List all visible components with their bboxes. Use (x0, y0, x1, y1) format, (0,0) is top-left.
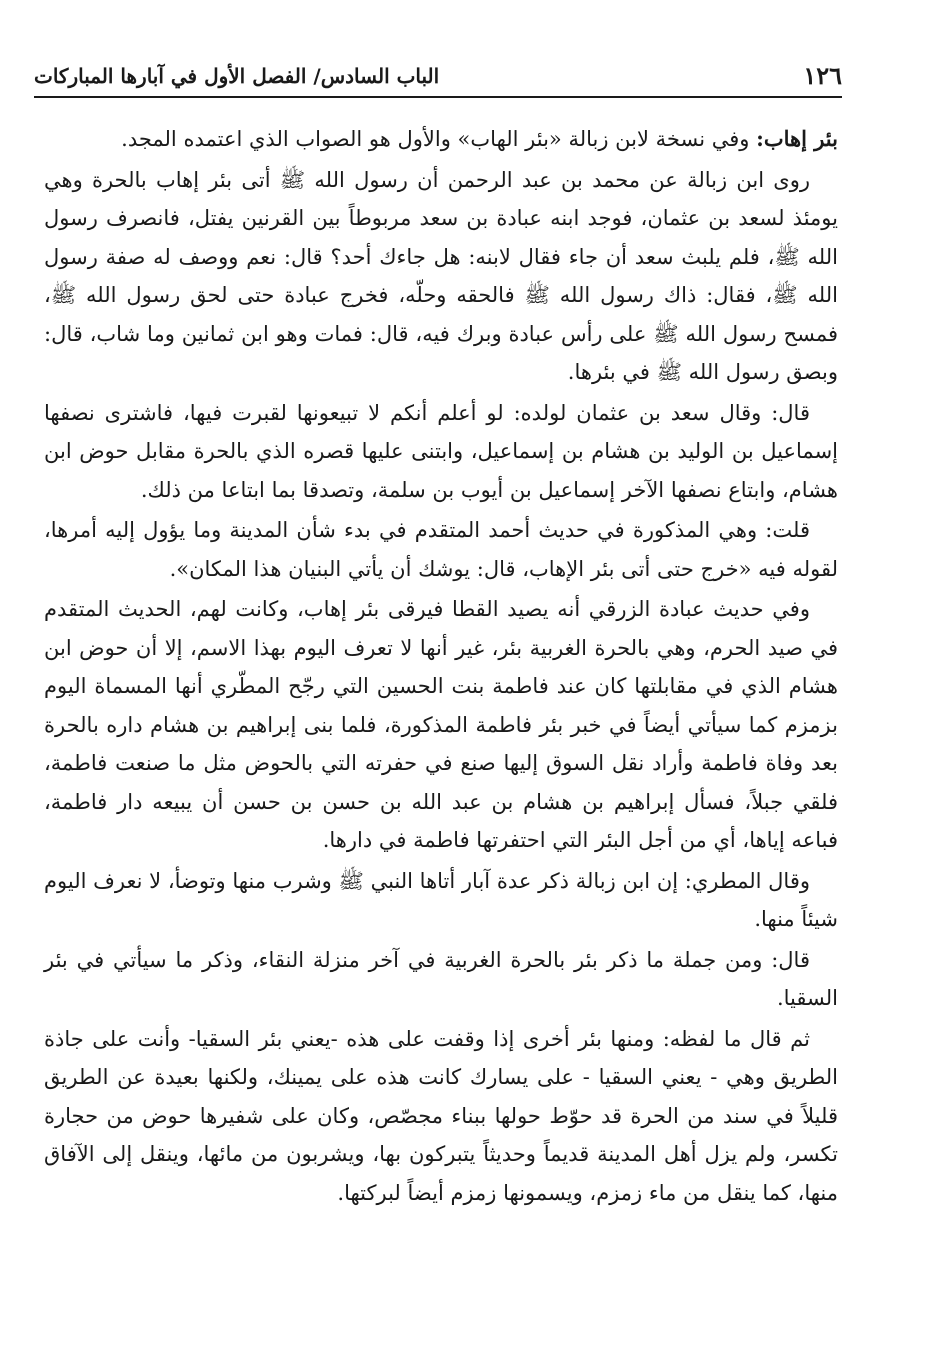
running-title: الباب السادس/ الفصل الأول في آبارها المباركات (34, 64, 440, 88)
paragraph: وقال المطري: إن ابن زبالة ذكر عدة آبار أتاها النبي ﷺ وشرب منها وتوضأ، لا نعرف اليوم شيئاً منها. (44, 868, 838, 931)
entry-heading: بئر إهاب: (756, 126, 838, 151)
paragraph-bir-ihab (44, 120, 838, 159)
page-header (34, 52, 842, 92)
page-number: ١٢٦ (803, 61, 842, 90)
main-text (44, 120, 838, 1214)
paragraph: قلت: وهي المذكورة في حديث أحمد المتقدم في بدء شأن المدينة وما يؤول إليه أمرها، لقوله فيه «خرج حتى أتى بئر الإهاب، قال: يوشك أن يأتي البنيان هذا المكان». (44, 518, 838, 581)
paragraph: ثم قال ما لفظه: ومنها بئر أخرى إذا وقفت على هذه -يعني بئر السقيا- وأنت على جاذة الطريق وهي - يعني السقيا - على يسارك كانت هذه على يمينك، ولكنها بعيدة عن الطريق قليلاً في سند من الحرة قد حوّط حولها ببناء مجصّص، وكان على شفيرها حوض من حجارة تكسر، ولم يزل أهل المدينة قديماً وحديثاً يتبركون بها، ويشربون من مائها، وينقل إلى الآفاق منها، كما ينقل من ماء زمزم، ويسمونها زمزم أيضاً لبركتها. (44, 1026, 838, 1205)
header-divider (34, 96, 842, 98)
paragraph: وفي حديث عبادة الزرقي أنه يصيد القطا فيرقى بئر إهاب، وكانت لهم، الحديث المتقدم في صيد الحرم، وهي بالحرة الغربية بئر، غير أنها لا تعرف اليوم بهذا الاسم، إلا أن حوض ابن هشام الذي في مقابلتها كان عند فاطمة بنت الحسين التي رجّح المطّري أنها المسماة اليوم بزمزم كما سيأتي أيضاً في خبر بئر فاطمة المذكورة، فلما بنى إبراهيم بن هشام داره بالحرة بعد وفاة فاطمة وأراد نقل السوق إليها صنع في حفرته التي بالحوض مثل ما صنعت فاطمة، فلقي جبلاً، فسأل إبراهيم بن هشام بن عبد الله بن حسن بن حسن أن يبيعه دار فاطمة، فباعه إياها، أي من أجل البئر التي احتفرتها فاطمة في دارها. (44, 597, 838, 852)
paragraph: روى ابن زبالة عن محمد بن عبد الرحمن أن رسول الله ﷺ أتى بئر إهاب بالحرة وهي يومئذ لسعد بن عثمان، فوجد ابنه عبادة بن سعد مربوطاً بين القرنين يفتل، فانصرف رسول الله ﷺ، فلم يلبث سعد أن جاء فقال لابنه: هل جاءك أحد؟ قال: نعم ووصف له صفة رسول الله ﷺ، فقال: ذاك رسول الله ﷺ فالحقه وحلّه، فخرج عبادة حتى لحق رسول الله ﷺ، فمسح رسول الله ﷺ على رأس عبادة وبرك فيه، قال: فمات وهو ابن ثمانين وما شاب، قال: وبصق رسول الله ﷺ في بئرها. (44, 167, 838, 384)
paragraph-text: وفي نسخة لابن زبالة «بئر الهاب» والأول هو الصواب الذي اعتمده المجد. (121, 127, 757, 151)
paragraph: قال: ومن جملة ما ذكر بئر بالحرة الغربية في آخر منزلة النقاء، وذكر ما سيأتي في بئر السقيا. (44, 947, 838, 1010)
paragraph: قال: وقال سعد بن عثمان لولده: لو أعلم أنكم لا تبيعونها لقبرت فيها، فاشترى نصفها إسماعيل بن الوليد بن هشام بن إسماعيل، وابتنى عليها قصره الذي بالحرة مقابل حوض ابن هشام، وابتاع نصفها الآخر إسماعيل بن أيوب بن سلمة، وتصدقا بما ابتاعا من ذلك. (44, 400, 838, 502)
